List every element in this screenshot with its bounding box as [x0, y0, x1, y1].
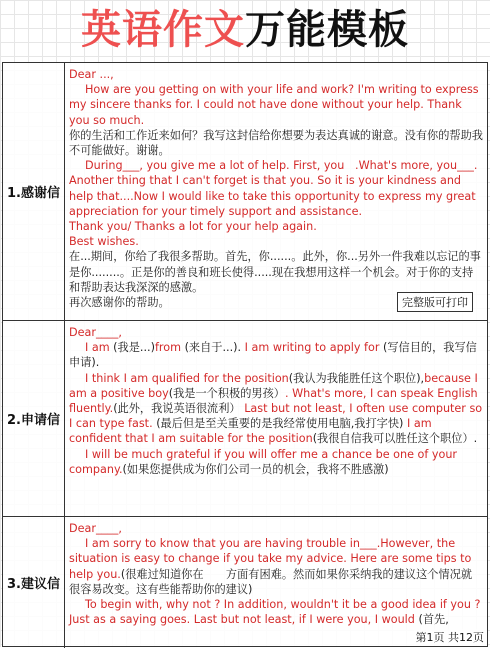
row-content — [69, 67, 483, 310]
salutation: Dear ..., — [69, 68, 114, 81]
page-indicator: 第1页 共12页 — [415, 631, 484, 644]
paragraph: I am sorry to know that you are having trouble in___.However, the situation is easy to change if you take my advice. Here are some tips to help you.(很难过知道你在 方面有困难。然而如果你采纳我的建议这个情况就很容易改变。这有些能帮助你的建议) — [69, 537, 473, 596]
row-thank-you-letter — [3, 63, 487, 321]
paragraph: I will be much grateful if you will offer me a chance be one of your company.(如果您提供成为你们公司一员的机会，我将不胜感激) — [69, 447, 458, 476]
paragraph: During___, you give me a lot of help. First, you .What's more, you___. Another thing that I can't forget is that you. So it is your kindness and help that....Now I would like to take this opportunity to express my great appreciation for your timely support and assistance. — [69, 159, 478, 218]
row-label: 2.申请信 — [3, 321, 65, 516]
row-content — [69, 325, 483, 477]
paragraph: I think I am qualified for the position(我认为我能胜任这个职位),because I am a positive boy(我是一个积极的男孩）. What's more, I can speak English fluently.(此外，我说英语很流利） Last but not least, I often use computer so I can type fast. (最后但是至关重要的是我经常使用电脑,我打字快) I am confident that I am suitable for the position(我很自信我可以胜任这个职位）. — [69, 371, 483, 446]
title-red: 英语作文 — [81, 7, 245, 53]
closing: Best wishes. — [69, 235, 139, 249]
paragraph-translation: 在...期间，你给了我很多帮助。首先，你......。此外，你...另外一件我难以忘记的事是你........。正是你的善良和班长使得.....现在我想用这样一个机会。对于你的支持和帮助表达我深深的感激。 — [69, 250, 481, 294]
paragraph: How are you getting on with your life and work? I'm writing to express my sincere thanks for. I could not have done without your help. Thank you so much. — [69, 83, 479, 127]
template-table — [2, 62, 488, 647]
row-application-letter — [3, 321, 487, 517]
row-label: 1.感谢信 — [3, 63, 65, 320]
title-black: 万能模板 — [245, 7, 409, 53]
paragraph: To begin with, why not ? In addition, wouldn't it be a good idea if you ? Just as a saying goes. Last but not least, if I were you, I would (首先, — [69, 598, 481, 627]
row-label: 3.建议信 — [3, 517, 65, 648]
paragraph: Thank you/ Thanks a lot for your help again. — [69, 220, 317, 234]
salutation: Dear____, — [69, 326, 122, 339]
paragraph-translation: 你的生活和工作近来如何？我写这封信给你想要为表达真诚的谢意。没有你的帮助我不可能做好。谢谢。 — [69, 128, 483, 158]
page-title — [0, 6, 490, 54]
print-button[interactable]: 完整版可打印 — [397, 292, 473, 312]
row-content — [69, 521, 483, 627]
paragraph: I am (我是...)from (来自于...). I am writing to apply for (写信目的，我写信申请). — [69, 341, 477, 370]
paragraph-translation: 再次感谢你的帮助。 — [69, 296, 170, 310]
salutation: Dear____, — [69, 522, 122, 535]
